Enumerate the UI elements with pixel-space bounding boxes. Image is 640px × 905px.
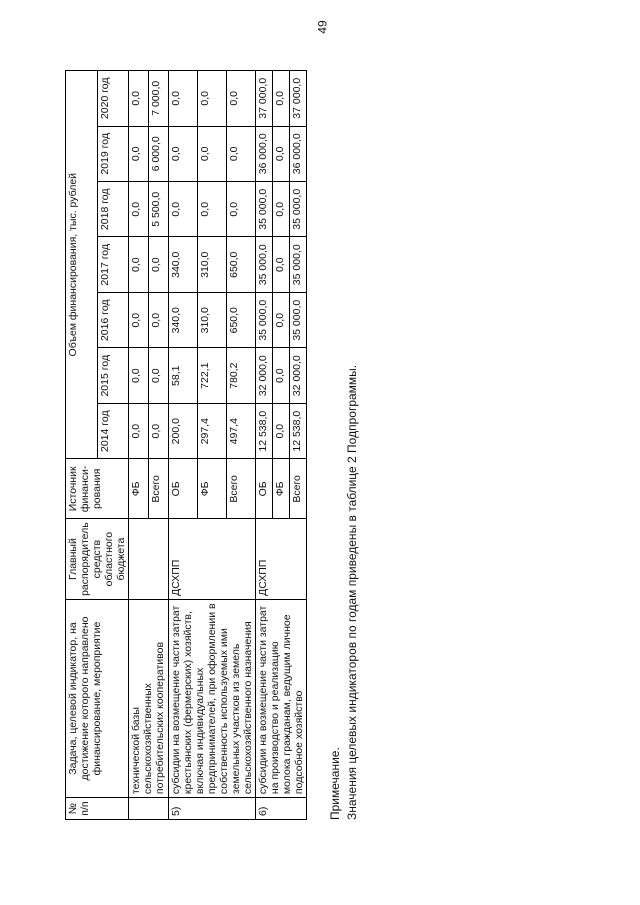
table-row [255, 71, 272, 820]
row-value: 310,0 [197, 237, 226, 292]
row-value: 0,0 [273, 403, 290, 458]
row-number: 6) [255, 798, 306, 820]
col-task: Задача, целевой индикатор, на достижение которого направлено финансирование, мероприятие [66, 599, 129, 797]
row-value: 0,0 [273, 237, 290, 292]
financing-table [65, 70, 307, 820]
row-value: 5 500,0 [148, 182, 168, 237]
row-value: 32 000,0 [255, 348, 272, 403]
row-value: 0,0 [168, 71, 197, 127]
row-value: 297,4 [197, 403, 226, 458]
row-value: 58,1 [168, 348, 197, 403]
col-manager: Главный распорядитель средств областного бюджета [66, 519, 129, 600]
row-value: 32 000,0 [290, 348, 307, 403]
table-body [129, 71, 307, 820]
row-value: 0,0 [226, 126, 255, 181]
col-year: 2016 год [97, 292, 129, 347]
row-manager: ДСХПП [168, 519, 255, 600]
row-value: 35 000,0 [290, 182, 307, 237]
row-value: 35 000,0 [255, 237, 272, 292]
col-year: 2014 год [97, 403, 129, 458]
row-value: 340,0 [168, 237, 197, 292]
row-value: 0,0 [273, 348, 290, 403]
col-year: 2019 год [97, 126, 129, 181]
row-value: 0,0 [226, 71, 255, 127]
row-value: 200,0 [168, 403, 197, 458]
row-value: 35 000,0 [255, 182, 272, 237]
row-value: 12 538,0 [255, 403, 272, 458]
col-year: 2020 год [97, 71, 129, 127]
row-source: ОБ [255, 459, 272, 519]
row-value: 0,0 [129, 237, 149, 292]
row-task: субсидии на возмещение части затрат на производство и реализацию молока гражданам, ведущим личное подсобное хозяйство [255, 599, 306, 797]
row-value: 37 000,0 [290, 71, 307, 127]
row-value: 0,0 [197, 182, 226, 237]
col-num: № п/п [66, 798, 129, 820]
row-value: 497,4 [226, 403, 255, 458]
table-row [129, 71, 149, 820]
row-source: ОБ [168, 459, 197, 519]
row-task: технической базы сельскохозяйственных потребительских кооперативов [129, 599, 168, 797]
row-value: 0,0 [148, 237, 168, 292]
row-value: 722,1 [197, 348, 226, 403]
row-number: 5) [168, 798, 255, 820]
row-number [129, 798, 168, 820]
page-number: 49 [315, 20, 330, 34]
row-value: 36 000,0 [255, 126, 272, 181]
row-task: субсидии на возмещение части затрат крестьянских (фермерских) хозяйств, включая индивидуальных предпринимателей, при оформлении в собственность используемых ими земельных участков из земель сельскохозяйственного назначения [168, 599, 255, 797]
row-value: 0,0 [148, 292, 168, 347]
row-value: 0,0 [226, 182, 255, 237]
row-value: 12 538,0 [290, 403, 307, 458]
col-year: 2018 год [97, 182, 129, 237]
row-value: 35 000,0 [255, 292, 272, 347]
row-source: Всего [226, 459, 255, 519]
row-value: 310,0 [197, 292, 226, 347]
row-value: 37 000,0 [255, 71, 272, 127]
row-value: 7 000,0 [148, 71, 168, 127]
row-source: ФБ [273, 459, 290, 519]
row-value: 36 000,0 [290, 126, 307, 181]
row-value: 0,0 [148, 403, 168, 458]
col-volume: Объем финансирования, тыс. рублей [66, 71, 98, 459]
row-value: 0,0 [148, 348, 168, 403]
row-value: 0,0 [273, 71, 290, 127]
row-value: 780,2 [226, 348, 255, 403]
row-value: 650,0 [226, 292, 255, 347]
row-value: 35 000,0 [290, 237, 307, 292]
row-value: 0,0 [197, 126, 226, 181]
row-value: 0,0 [129, 71, 149, 127]
row-value: 0,0 [197, 71, 226, 127]
row-value: 0,0 [129, 348, 149, 403]
row-source: Всего [290, 459, 307, 519]
col-year: 2015 год [97, 348, 129, 403]
row-value: 0,0 [129, 126, 149, 181]
note [327, 70, 361, 820]
rotated-content [65, 70, 445, 820]
row-value: 0,0 [273, 182, 290, 237]
row-value: 0,0 [168, 126, 197, 181]
table-header [66, 71, 129, 820]
row-value: 0,0 [129, 403, 149, 458]
row-value: 0,0 [129, 292, 149, 347]
col-source: Источник финанси- рования [66, 459, 129, 519]
row-source: ФБ [129, 459, 149, 519]
col-year: 2017 год [97, 237, 129, 292]
note-text: Значения целевых индикаторов по годам приведены в таблице 2 Подпрограммы. [344, 364, 359, 820]
row-value: 0,0 [168, 182, 197, 237]
row-manager: ДСХПП [255, 519, 306, 600]
row-value: 0,0 [273, 292, 290, 347]
row-value: 0,0 [129, 182, 149, 237]
table-row [168, 71, 197, 820]
row-value: 0,0 [273, 126, 290, 181]
row-manager [129, 519, 168, 600]
row-source: Всего [148, 459, 168, 519]
row-value: 650,0 [226, 237, 255, 292]
row-source: ФБ [197, 459, 226, 519]
note-title: Примечание. [328, 747, 343, 820]
row-value: 340,0 [168, 292, 197, 347]
row-value: 35 000,0 [290, 292, 307, 347]
row-value: 6 000,0 [148, 126, 168, 181]
